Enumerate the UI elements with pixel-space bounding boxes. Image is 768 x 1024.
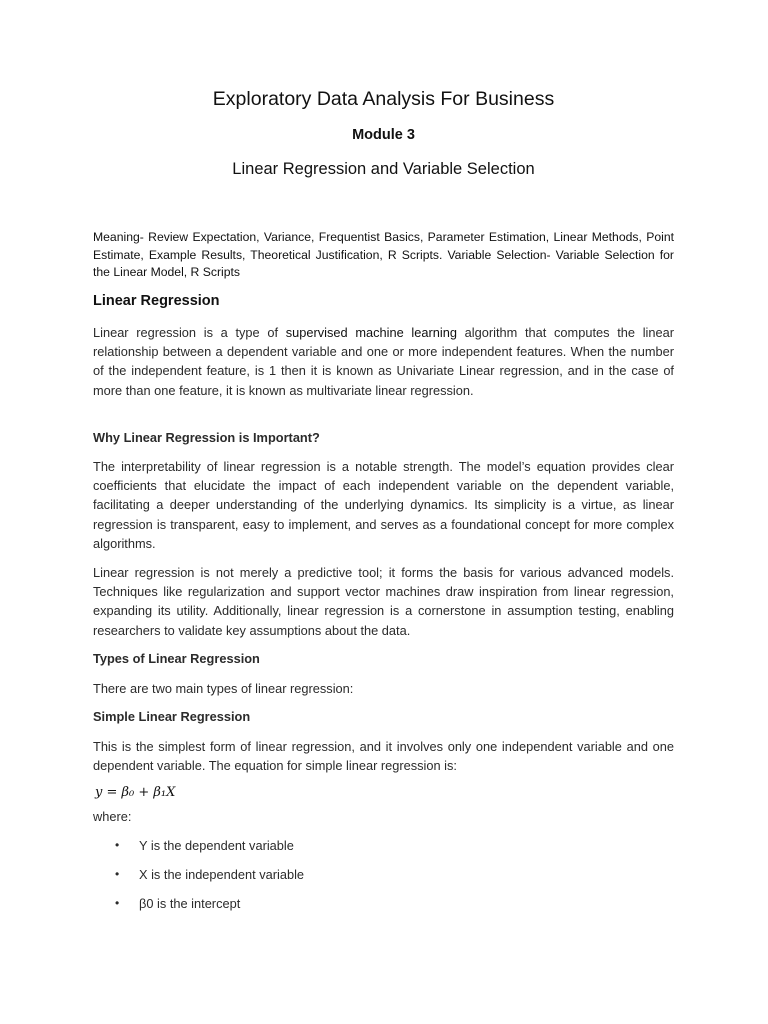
bullet-icon: • (115, 896, 120, 910)
regression-equation: y = β₀ + β₁X (95, 785, 176, 800)
module-label: Module 3 (352, 127, 415, 143)
linear-regression-text-start: Linear regression is a type of (93, 325, 286, 340)
simple-regression-paragraph: This is the simplest form of linear regression, and it involves only one independent variable and one dependent variable. The equation for simple linear regression is: (93, 739, 674, 774)
list-item-text: Y is the dependent variable (139, 838, 294, 853)
document-title: Exploratory Data Analysis For Business (212, 88, 555, 110)
list-item-text: X is the independent variable (139, 867, 305, 882)
simple-regression-heading: Simple Linear Regression (93, 709, 251, 724)
interpretability-paragraph: The interpretability of linear regression is a notable strength. The model’s equation provides clear coefficients that elucidate the impact of each independent variable on the dependent variable, facilitating a deeper understanding of the underlying dynamics. Its simplicity is a virtue, as linear regression is transparent, easy to implement, and serves as a foundational concept for more complex algorithms. (93, 459, 674, 551)
why-important-heading: Why Linear Regression is Important? (93, 430, 320, 445)
linear-regression-heading: Linear Regression (93, 293, 220, 309)
supervised-learning-link[interactable]: supervised machine learning (285, 325, 457, 340)
list-item-text: β0 is the intercept (139, 896, 241, 911)
linear-regression-paragraph (93, 323, 674, 400)
bullet-icon: • (115, 838, 120, 852)
document-subtitle: Linear Regression and Variable Selection (232, 160, 535, 178)
meaning-paragraph: Meaning- Review Expectation, Variance, Frequentist Basics, Parameter Estimation, Linear Methods, Point Estimate, Example Results, Theoretical Justification, R Scripts. Variable Selection- Variable Selection for the Linear Model, R Scripts (93, 230, 674, 280)
predictive-tool-paragraph: Linear regression is not merely a predictive tool; it forms the basis for various advanced models. Techniques like regularization and support vector machines draw inspiration from linear regression, expanding its utility. Additionally, linear regression is a cornerstone in assumption testing, enabling researchers to validate key assumptions about the data. (93, 565, 674, 638)
bullet-icon: • (115, 867, 120, 881)
where-label: where: (93, 809, 132, 824)
types-heading: Types of Linear Regression (93, 651, 260, 666)
linear-regression-text-end: algorithm that computes the linear relationship between a dependent variable and one or more independent features. When the number of the independent feature, is 1 then it is known as Univariate Linear regression, and in the case of more than one feature, it is known as multivariate linear regression. (93, 325, 675, 398)
types-paragraph: There are two main types of linear regression: (93, 681, 354, 696)
